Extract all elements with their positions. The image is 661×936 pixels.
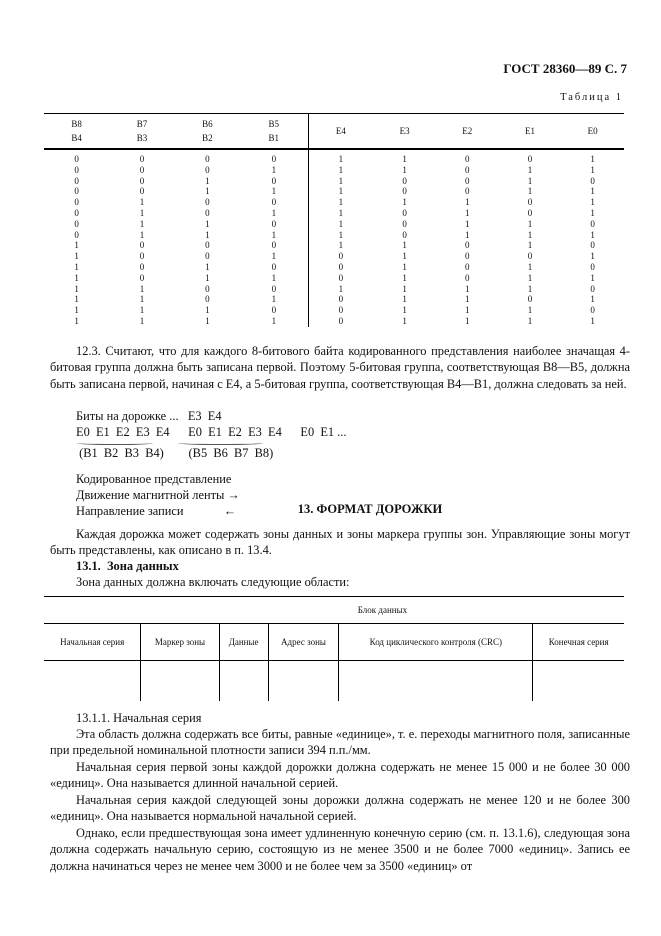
diagram-line-2: E0 E1 E2 E3 E4 E0 E1 E2 E3 E4 E0 E1 ...	[76, 425, 347, 439]
table-cell: 0	[240, 176, 308, 187]
table-cell: 1	[590, 315, 595, 326]
table-row	[44, 208, 624, 219]
table-cell: 1	[527, 283, 533, 294]
table-row	[44, 240, 624, 251]
table-cell: 1	[527, 315, 533, 326]
table-cell: 0	[205, 207, 210, 218]
table-cell: 0	[240, 197, 308, 208]
table-cell: 0	[465, 154, 470, 164]
table-row	[44, 219, 624, 230]
column-label: B5	[268, 119, 280, 129]
table-cell: 0	[74, 186, 79, 197]
table-cell: 1	[465, 305, 470, 316]
table-row	[44, 294, 624, 305]
subsection-13-1-1: 13.1.1. Начальная серия	[76, 711, 202, 725]
table-cell: 1	[240, 186, 308, 197]
table-cell: 0	[139, 186, 145, 197]
table-cell: 0	[74, 164, 79, 175]
table-cell: 0	[139, 272, 145, 283]
column-label: E4	[335, 126, 346, 136]
table-cell: 1	[205, 272, 210, 283]
table-cell: 1	[240, 230, 308, 241]
table-row	[44, 197, 624, 208]
column-label: B6	[202, 119, 213, 129]
table-cell: 0	[74, 218, 79, 229]
table-cell: 1	[205, 175, 210, 186]
table-cell: 1	[402, 251, 407, 262]
table-cell: 0	[590, 261, 595, 272]
diagram-line-5: Движение магнитной ленты →	[76, 488, 240, 502]
table-cell: 0	[139, 251, 145, 262]
table-cell: 1	[205, 186, 210, 197]
subsection-number: 13.1.	[76, 559, 101, 573]
table-cell: 0	[240, 284, 308, 295]
table-cell: 1	[402, 294, 407, 305]
section-title: 13. ФОРМАТ ДОРОЖКИ	[297, 502, 443, 516]
table-cell: 1	[527, 229, 533, 240]
table-cell: 0	[527, 154, 533, 164]
table-cell: 0	[590, 283, 595, 294]
table-cell: 1	[139, 305, 145, 316]
table-cell: 0	[402, 229, 407, 240]
table-cell: 1	[240, 316, 308, 327]
table-cell: 1	[139, 229, 145, 240]
table-cell: 0	[465, 251, 470, 262]
table-row	[44, 251, 624, 262]
table-cell: 0	[465, 240, 470, 251]
paragraph-12-3: 12.3. Считают, что для каждого 8-битового байта кодированного представления наиболее значащая 4-битовая группа должна быть записана первой. Поэтому 5-битовая группа, соответствующая B8—B5, должна быть записана первой, начиная с E4, а 5-битовая группа, соответствующая B4—B1, должна следовать за ней.	[50, 344, 630, 391]
table-cell: 0	[205, 283, 210, 294]
table-cell: 1	[205, 261, 210, 272]
table-row	[44, 284, 624, 295]
paragraph: Однако, если предшествующая зона имеет удлиненную конечную серию (см. п. 13.1.6), следующая зона должна содержать начальную серию, состоящую из не менее 3500 и не более 7000 «единиц». Запись ее должна начинаться через не менее чем 3000 и не более чем за 3500 «единиц» от	[50, 826, 630, 873]
table-cell: 1	[240, 208, 308, 219]
table-cell: 1	[402, 305, 407, 316]
table-cell: 0	[338, 251, 344, 262]
table-cell: 0	[205, 164, 210, 175]
table-cell: 1	[465, 197, 470, 208]
table-cell: 1	[402, 283, 407, 294]
diagram-line-3: (B1 B2 B3 B4) (B5 B6 B7 B8)	[76, 446, 274, 460]
table-cell: 1	[590, 207, 595, 218]
column-header	[436, 114, 499, 150]
table-row	[44, 165, 624, 176]
table-cell: 0	[590, 175, 595, 186]
paragraph-13: Каждая дорожка может содержать зоны данных и зоны маркера группы зон. Управляющие зоны могут быть представлены, как описано в п. 13.4.	[50, 527, 630, 558]
table-cell: 1	[465, 218, 470, 229]
column-label: B1	[268, 133, 280, 143]
table-cell: 0	[74, 154, 79, 164]
table-caption: Таблица 1	[560, 92, 623, 103]
table-cell: 1	[590, 251, 595, 262]
diagram-line-4: Кодированное представление	[76, 472, 232, 486]
table-cell: 0	[205, 294, 210, 305]
table-cell: 1	[338, 186, 344, 197]
table-cell: 0	[205, 154, 210, 164]
table-cell: 0	[465, 272, 470, 283]
subsection-title: Зона данных	[106, 559, 179, 573]
column-header: Данные	[219, 624, 268, 661]
table-cell: 1	[338, 207, 344, 218]
table-cell: 1	[205, 229, 210, 240]
diagram-line-6: Направление записи ←	[76, 504, 237, 518]
column-label: E1	[524, 126, 535, 136]
column-header	[373, 114, 436, 150]
table-cell: 1	[139, 315, 145, 326]
table-cell: 1	[527, 240, 533, 251]
column-header: Конечная серия	[533, 624, 624, 661]
column-header	[175, 114, 240, 150]
table-cell: 1	[402, 164, 407, 175]
table-row	[44, 305, 624, 316]
column-header	[109, 114, 174, 150]
table-cell: 0	[139, 175, 145, 186]
table-cell: 1	[74, 283, 79, 294]
table-cell: 0	[205, 251, 210, 262]
table-cell: 1	[139, 197, 145, 208]
table-cell: 1	[74, 315, 79, 326]
table-cell: 1	[205, 218, 210, 229]
table-cell: 0	[465, 186, 470, 197]
table-cell: 1	[74, 272, 79, 283]
table-cell: 0	[402, 218, 407, 229]
table-cell: 0	[205, 197, 210, 208]
table-cell: 1	[338, 240, 344, 251]
table-cell: 1	[590, 197, 595, 208]
table-cell: 1	[74, 261, 79, 272]
table-cell: 0	[74, 207, 79, 218]
table-row	[44, 186, 624, 197]
table-cell: 1	[527, 175, 533, 186]
paragraph: Начальная серия первой зоны каждой дорожки должна содержать не менее 15 000 и не более 30 000 «единиц». Она называется длинной начальной серией.	[50, 760, 630, 791]
table-cell: 0	[240, 149, 308, 165]
table-cell: 0	[527, 294, 533, 305]
column-label: B4	[71, 133, 82, 143]
table-cell: 1	[527, 272, 533, 283]
table-cell: 0	[139, 154, 145, 164]
table-cell: 1	[590, 229, 595, 240]
table-row	[44, 149, 624, 165]
table-cell: 1	[240, 251, 308, 262]
table-cell: 0	[205, 240, 210, 251]
table-cell: 1	[590, 164, 595, 175]
table-cell: 1	[74, 294, 79, 305]
table-cell: 0	[338, 305, 344, 316]
page-header: ГОСТ 28360—89 С. 7	[503, 61, 627, 76]
table-cell: 0	[402, 207, 407, 218]
table-cell: 1	[527, 186, 533, 197]
table-cell: 1	[465, 207, 470, 218]
column-label: B8	[71, 119, 82, 129]
table-cell: 0	[139, 240, 145, 251]
table-cell: 1	[590, 294, 595, 305]
table-cell: 0	[139, 164, 145, 175]
table-cell: 1	[527, 305, 533, 316]
table-cell: 0	[527, 207, 533, 218]
table-cell: 1	[338, 197, 344, 208]
column-label: B7	[136, 119, 148, 129]
table-cell: 0	[590, 240, 595, 251]
table-cell: 1	[465, 283, 470, 294]
diagram-line-1: Биты на дорожке ... E3 E4	[76, 409, 222, 423]
table-cell: 1	[240, 273, 308, 284]
column-label: B2	[202, 133, 213, 143]
table-cell: 0	[240, 305, 308, 316]
table-row	[44, 262, 624, 273]
table-cell: 0	[240, 262, 308, 273]
column-label: E0	[587, 126, 598, 136]
table-cell: 0	[240, 240, 308, 251]
table-cell: 0	[527, 251, 533, 262]
column-header	[561, 114, 624, 150]
table-cell: 1	[590, 186, 595, 197]
table-cell: 1	[205, 305, 210, 316]
column-header	[308, 114, 373, 150]
column-header	[44, 114, 109, 150]
column-header: Адрес зоны	[268, 624, 339, 661]
table-cell: 1	[402, 197, 407, 208]
table-cell: 0	[590, 218, 595, 229]
table-cell: 1	[402, 261, 407, 272]
table-cell: 1	[74, 240, 79, 251]
table-cell: 0	[465, 175, 470, 186]
table-cell: 1	[139, 283, 145, 294]
table-cell: 1	[465, 229, 470, 240]
table-cell: 0	[74, 229, 79, 240]
table-cell: 1	[338, 283, 344, 294]
table-cell: 0	[338, 272, 344, 283]
table-cell: 1	[139, 218, 145, 229]
table-cell: 1	[74, 305, 79, 316]
data-zone-table	[44, 596, 624, 701]
table-cell: 1	[338, 175, 344, 186]
column-header: Маркер зоны	[141, 624, 219, 661]
table-cell: 1	[139, 207, 145, 218]
column-label: E3	[399, 126, 410, 136]
column-header: Код циклического контроля (CRC)	[339, 624, 533, 661]
table-cell: 0	[402, 175, 407, 186]
table-row	[44, 273, 624, 284]
table-cell: 1	[402, 154, 407, 164]
table-cell: 1	[590, 154, 595, 164]
column-header	[499, 114, 562, 150]
table-cell: 1	[402, 315, 407, 326]
table-cell: 1	[240, 165, 308, 176]
table-row	[44, 316, 624, 327]
table-cell: 1	[465, 294, 470, 305]
table-cell: 1	[527, 218, 533, 229]
table-cell: 1	[338, 164, 344, 175]
table-cell: 1	[590, 272, 595, 283]
column-label: E2	[462, 126, 473, 136]
table-cell: 0	[74, 175, 79, 186]
table-cell: 1	[527, 164, 533, 175]
paragraph: Эта область должна содержать все биты, равные «единице», т. е. переходы магнитного поля, записанные при предельной номинальной плотности записи 394 п.п./мм.	[50, 727, 630, 758]
table-cell: 0	[527, 197, 533, 208]
table-cell: 1	[338, 218, 344, 229]
table-cell: 0	[590, 305, 595, 316]
table-cell: 1	[338, 229, 344, 240]
table-cell: 1	[74, 251, 79, 262]
column-header	[240, 114, 308, 150]
table-cell: 1	[139, 294, 145, 305]
column-label: B3	[136, 133, 148, 143]
table-row	[44, 176, 624, 187]
table-cell: 1	[465, 315, 470, 326]
table-cell: 1	[240, 294, 308, 305]
encoding-table	[44, 113, 624, 327]
table-row	[44, 230, 624, 241]
table-cell: 0	[402, 186, 407, 197]
table-cell: 0	[338, 315, 344, 326]
subsection-text: Зона данных должна включать следующие области:	[76, 575, 350, 589]
table-cell: 1	[338, 154, 344, 164]
table-cell: 0	[338, 294, 344, 305]
table-cell: 1	[402, 240, 407, 251]
table-cell: 0	[240, 219, 308, 230]
table-cell: 0	[465, 261, 470, 272]
table-cell: 1	[527, 261, 533, 272]
table-cell: 0	[139, 261, 145, 272]
table-cell: 0	[74, 197, 79, 208]
paragraph: Начальная серия каждой следующей зоны дорожки должна содержать не менее 120 и не более 300 «единиц». Она называется нормальной начальной серией.	[50, 793, 630, 824]
table-cell: 1	[402, 272, 407, 283]
table-cell: 0	[338, 261, 344, 272]
column-header: Начальная серия	[44, 624, 141, 661]
table-cell: 0	[465, 164, 470, 175]
table-cell: 1	[205, 315, 210, 326]
data-block-header: Блок данных	[141, 597, 624, 624]
